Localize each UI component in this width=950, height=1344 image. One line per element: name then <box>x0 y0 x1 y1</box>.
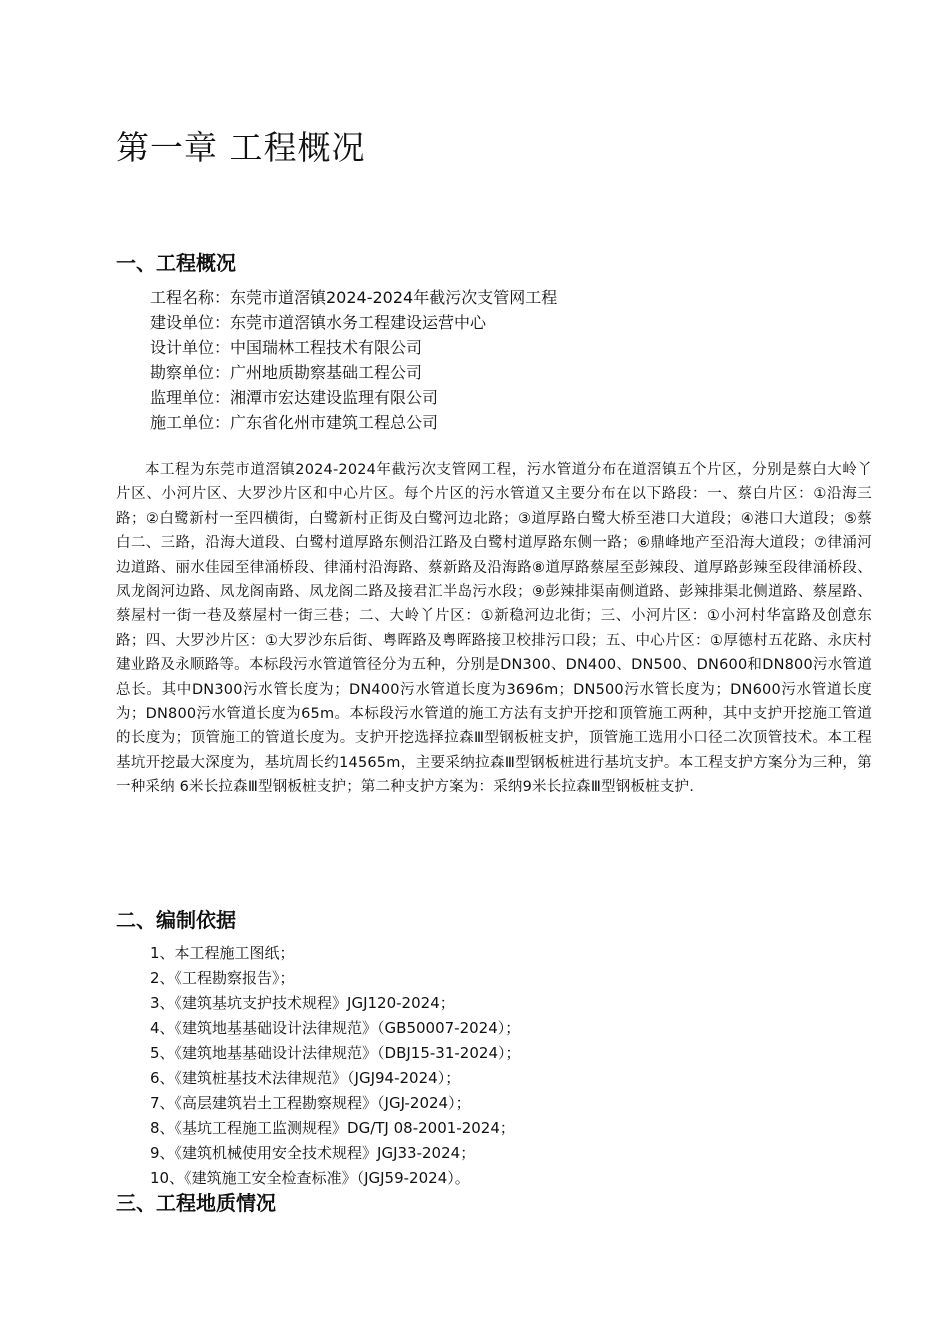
reference-item: 5、《建筑地基基础设计法律规范》（DBJ15-31-2024）； <box>150 1044 521 1062</box>
reference-item: 3、《建筑基坑支护技术规程》JGJ120-2024； <box>150 994 455 1012</box>
reference-list <box>150 941 520 1191</box>
project-description-paragraph: 本工程为东莞市道滘镇2024-2024年截污次支管网工程，污水管道分布在道滘镇五个片区，分别是蔡白大岭丫片区、小河片区、大罗沙片区和中心片区。每个片区的污水管道又主要分布在以下路段：一、蔡白片区：①沿海三路；②白鹭新村一至四横街，白鹭新村正街及白鹭河边北路；③道厚路白鹭大桥至港口大道段；④港口大道段；⑤蔡白二、三路，沿海大道段、白鹭村道厚路东侧沿江路及白鹭村道厚路东侧一路；⑥鼎峰地产至沿海大道段；⑦律涌河边道路、丽水佳园至律涌桥段、律涌村沿海路、蔡新路及沿海路⑧道厚路蔡屋至彭辣段、道厚路彭辣至段律涌桥段、凤龙阁河边路、凤龙阁南路、凤龙阁二路及接君汇半岛污水段；⑨彭辣排渠南侧道路、彭辣排渠北侧道路、蔡屋路、蔡屋村一街一巷及蔡屋村一街三巷；二、大岭丫片区：①新稳河边北街；三、小河片区：①小河村华富路及创意东路；四、大罗沙片区：①大罗沙东后街、粤晖路及粤晖路接卫校排污口段；五、中心片区：①厚德村五花路、永庆村建业路及永顺路等。本标段污水管道管径分为五种，分别是DN300、DN400、DN500、DN600和DN800污水管道总长。其中DN300污水管长度为；DN400污水管道长度为3696m；DN500污水管长度为；DN600污水管道长度为；DN800污水管道长度为65m。本标段污水管道的施工方法有支护开挖和顶管施工两种，其中支护开挖施工管道的长度为；顶管施工的管道长度为。支护开挖选择拉森Ⅲ型钢板桩支护，顶管施工选用小口径二次顶管技术。本工程基坑开挖最大深度为，基坑周长约14565m，主要采纳拉森Ⅲ型钢板桩进行基坑支护。本工程支护方案分为三种，第一种采纳 6米长拉森Ⅲ型钢板桩支护；第二种支护方案为：采纳9米长拉森Ⅲ型钢板桩支护. <box>116 462 872 796</box>
reference-item: 7、《高层建筑岩土工程勘察规程》（JGJ-2024）； <box>150 1094 471 1112</box>
reference-item: 1、本工程施工图纸； <box>150 944 295 962</box>
chapter-title: 第一章 工程概况 <box>116 128 366 167</box>
reference-item: 4、《建筑地基基础设计法律规范》（GB50007-2024）； <box>150 1019 521 1037</box>
info-contractor-unit: 施工单位：广东省化州市建筑工程总公司 <box>150 413 439 432</box>
info-survey-unit: 勘察单位：广州地质勘察基础工程公司 <box>150 363 423 382</box>
reference-item: 9、《建筑机械使用安全技术规程》JGJ33-2024； <box>150 1144 476 1162</box>
reference-item: 10、《建筑施工安全检查标准》（JGJ59-2024）。 <box>150 1169 470 1187</box>
reference-item: 8、《基坑工程施工监测规程》DG/TJ 08-2001-2024； <box>150 1119 515 1137</box>
info-supervision-unit: 监理单位：湘潭市宏达建设监理有限公司 <box>150 388 439 407</box>
project-info-list <box>150 285 557 435</box>
reference-item: 6、《建筑桩基技术法律规范》（JGJ94-2024）； <box>150 1069 461 1087</box>
info-project-name: 工程名称：东莞市道滘镇2024-2024年截污次支管网工程 <box>150 288 558 307</box>
section-heading-basis: 二、编制依据 <box>116 908 236 932</box>
section-heading-overview: 一、工程概况 <box>116 251 236 275</box>
info-design-unit: 设计单位：中国瑞林工程技术有限公司 <box>150 338 423 357</box>
reference-item: 2、《工程勘察报告》； <box>150 969 295 987</box>
info-construction-unit: 建设单位：东莞市道滘镇水务工程建设运营中心 <box>150 313 487 332</box>
section-heading-geology: 三、工程地质情况 <box>116 1191 276 1215</box>
